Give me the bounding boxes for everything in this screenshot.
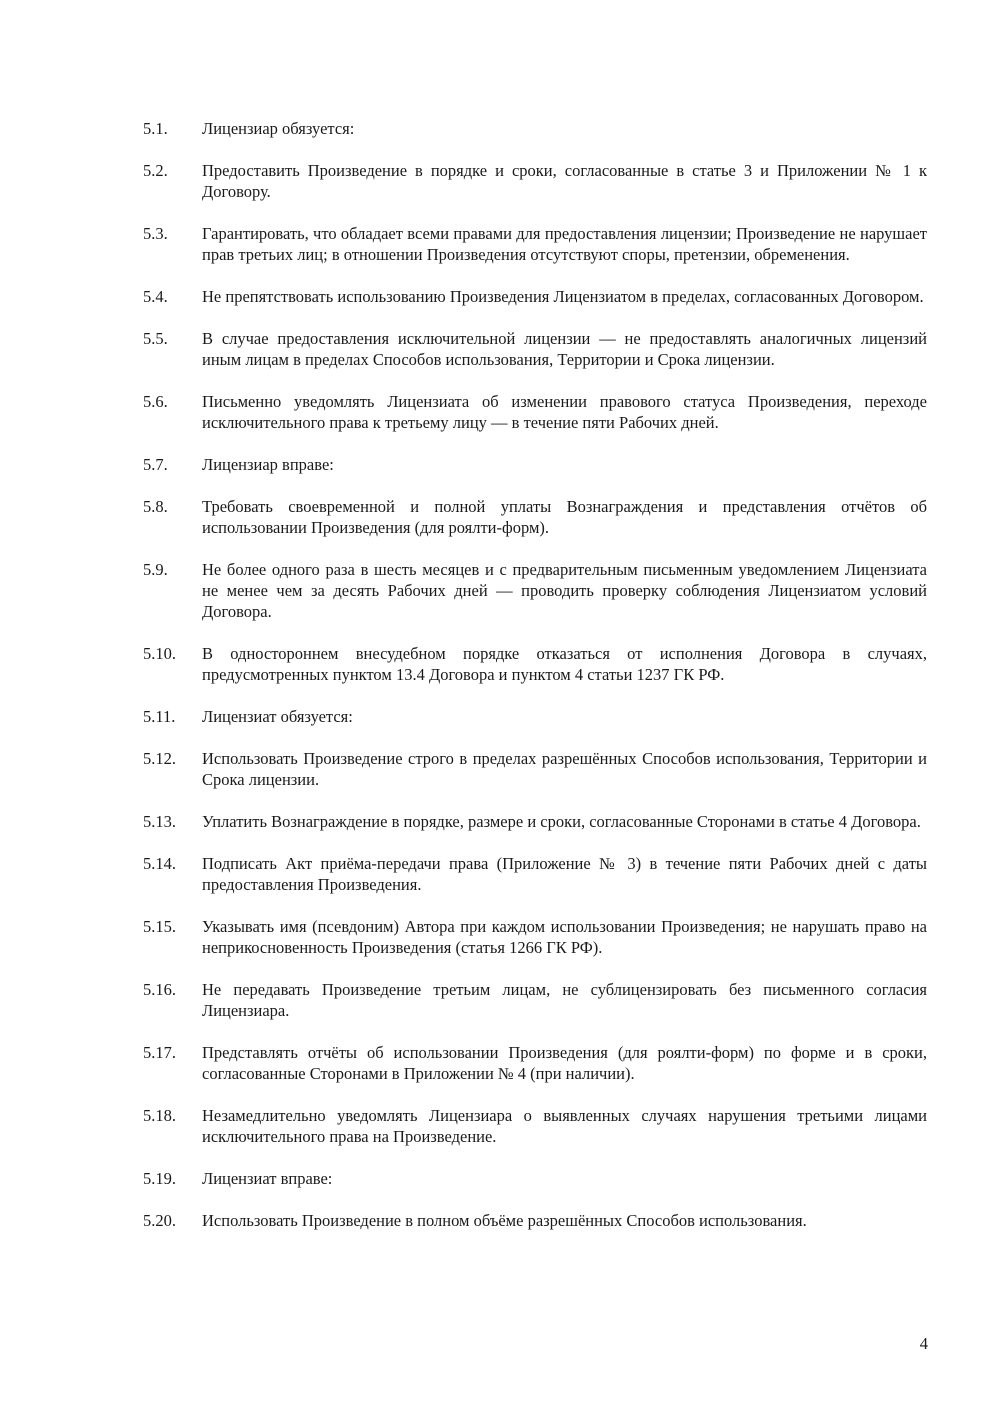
clause-number: 5.17. bbox=[143, 1043, 176, 1062]
clause-number: 5.7. bbox=[143, 455, 168, 474]
clause-item bbox=[143, 1210, 927, 1231]
clause-item bbox=[143, 1105, 927, 1147]
clause-item bbox=[143, 454, 927, 475]
clause-number: 5.20. bbox=[143, 1211, 176, 1230]
clause-text: В одностороннем внесудебном порядке отказаться от исполнения Договора в случаях, предусмотренных пунктом 13.4 Договора и пунктом 4 статьи 1237 ГК РФ. bbox=[202, 644, 927, 684]
clause-number: 5.14. bbox=[143, 854, 176, 873]
clause-item bbox=[143, 853, 927, 895]
clause-item bbox=[143, 643, 927, 685]
clause-number: 5.9. bbox=[143, 560, 168, 579]
clause-text: Не препятствовать использованию Произведения Лицензиатом в пределах, согласованных Договором. bbox=[202, 287, 924, 306]
clause-text: Лицензиар вправе: bbox=[202, 455, 334, 474]
clause-number: 5.16. bbox=[143, 980, 176, 999]
clause-item bbox=[143, 916, 927, 958]
clause-item bbox=[143, 118, 927, 139]
clause-item bbox=[143, 1042, 927, 1084]
clause-text: Незамедлительно уведомлять Лицензиара о выявленных случаях нарушения третьими лицами исключительного права на Произведение. bbox=[202, 1106, 927, 1146]
clause-item bbox=[143, 559, 927, 622]
clause-number: 5.1. bbox=[143, 119, 168, 138]
clause-number: 5.18. bbox=[143, 1106, 176, 1125]
clause-number: 5.8. bbox=[143, 497, 168, 516]
clause-text: В случае предоставления исключительной лицензии — не предоставлять аналогичных лицензий иным лицам в пределах Способов использования, Территории и Срока лицензии. bbox=[202, 329, 927, 369]
clause-text: Использовать Произведение строго в пределах разрешённых Способов использования, Территории и Срока лицензии. bbox=[202, 749, 927, 789]
clause-list bbox=[143, 118, 927, 1252]
clause-text: Уплатить Вознаграждение в порядке, размере и сроки, согласованные Сторонами в статье 4 Договора. bbox=[202, 812, 921, 831]
clause-text: Лицензиат вправе: bbox=[202, 1169, 333, 1188]
clause-text: Представлять отчёты об использовании Произведения (для роялти-форм) по форме и в сроки, согласованные Сторонами в Приложении № 4 (при наличии). bbox=[202, 1043, 927, 1083]
clause-number: 5.3. bbox=[143, 224, 168, 243]
clause-number: 5.12. bbox=[143, 749, 176, 768]
clause-item bbox=[143, 979, 927, 1021]
clause-number: 5.2. bbox=[143, 161, 168, 180]
clause-item bbox=[143, 706, 927, 727]
clause-item bbox=[143, 160, 927, 202]
clause-text: Предоставить Произведение в порядке и сроки, согласованные в статье 3 и Приложении № 1 к Договору. bbox=[202, 161, 927, 201]
clause-text: Использовать Произведение в полном объёме разрешённых Способов использования. bbox=[202, 1211, 807, 1230]
clause-item bbox=[143, 328, 927, 370]
clause-item bbox=[143, 286, 927, 307]
clause-text: Лицензиат обязуется: bbox=[202, 707, 353, 726]
clause-number: 5.13. bbox=[143, 812, 176, 831]
clause-text: Указывать имя (псевдоним) Автора при каждом использовании Произведения; не нарушать право на неприкосновенность Произведения (статья 1266 ГК РФ). bbox=[202, 917, 927, 957]
page-number: 4 bbox=[919, 1334, 928, 1353]
clause-number: 5.5. bbox=[143, 329, 168, 348]
clause-item bbox=[143, 1168, 927, 1189]
clause-number: 5.6. bbox=[143, 392, 168, 411]
clause-text: Не более одного раза в шесть месяцев и с предварительным письменным уведомлением Лицензиата не менее чем за десять Рабочих дней — проводить проверку соблюдения Лицензиатом условий Договора. bbox=[202, 560, 927, 621]
clause-text: Не передавать Произведение третьим лицам, не сублицензировать без письменного согласия Лицензиара. bbox=[202, 980, 927, 1020]
clause-number: 5.11. bbox=[143, 707, 176, 726]
clause-number: 5.10. bbox=[143, 644, 176, 663]
clause-text: Гарантировать, что обладает всеми правами для предоставления лицензии; Произведение не нарушает прав третьих лиц; в отношении Произведения отсутствуют споры, претензии, обременения. bbox=[202, 224, 927, 264]
clause-text: Подписать Акт приёма-передачи права (Приложение № 3) в течение пяти Рабочих дней с даты предоставления Произведения. bbox=[202, 854, 927, 894]
clause-item bbox=[143, 391, 927, 433]
clause-text: Письменно уведомлять Лицензиата об изменении правового статуса Произведения, переходе исключительного права к третьему лицу — в течение пяти Рабочих дней. bbox=[202, 392, 927, 432]
clause-number: 5.19. bbox=[143, 1169, 176, 1188]
clause-text: Лицензиар обязуется: bbox=[202, 119, 355, 138]
clause-item bbox=[143, 748, 927, 790]
clause-number: 5.15. bbox=[143, 917, 176, 936]
clause-item bbox=[143, 223, 927, 265]
clause-number: 5.4. bbox=[143, 287, 168, 306]
clause-item bbox=[143, 811, 927, 832]
clause-text: Требовать своевременной и полной уплаты Вознаграждения и представления отчётов об использовании Произведения (для роялти-форм). bbox=[202, 497, 927, 537]
clause-item bbox=[143, 496, 927, 538]
